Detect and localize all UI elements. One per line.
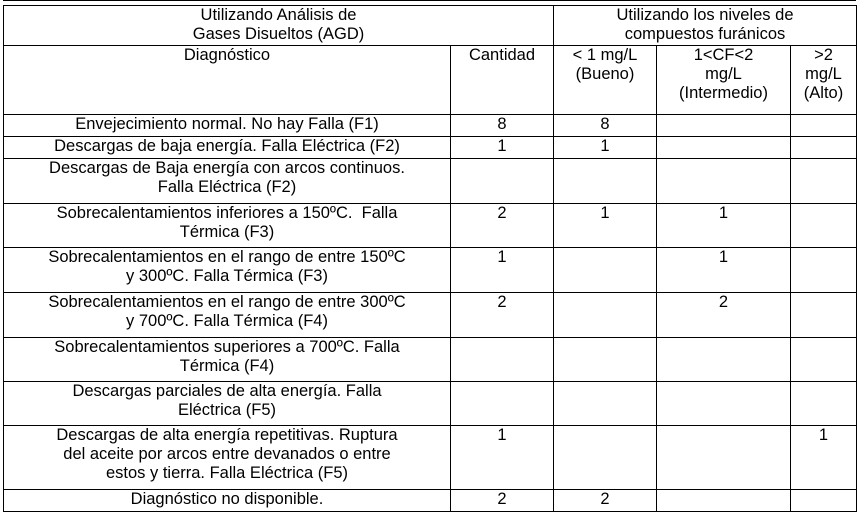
diagnostico-line: estos y tierra. Falla Eléctrica (F5) [105, 464, 349, 482]
cantidad-cell [451, 159, 554, 204]
diagnostico-line: Envejecimiento normal. No hay Falla (F1) [75, 115, 379, 133]
diagnostico-cell [4, 204, 451, 248]
diagnostico-cell [4, 338, 451, 382]
diagnostico-line: Sobrecalentamientos en el rango de entre 150ºC [48, 248, 406, 266]
diagnostico-cell [4, 382, 451, 426]
table-row [4, 248, 857, 293]
diagnostico-line: Sobrecalentamientos inferiores a 150ºC. Falla [56, 204, 398, 222]
diagnostico-line: y 700ºC. Falla Térmica (F4) [126, 312, 328, 330]
alto-cell [791, 382, 857, 426]
diagnostico-line: y 300ºC. Falla Térmica (F3) [126, 267, 328, 285]
alto-cell [791, 159, 857, 204]
header-bueno-line1: < 1 mg/L [572, 46, 638, 64]
intermedio-cell [657, 426, 791, 490]
cantidad-cell: 2 [451, 293, 554, 338]
bueno-cell: 1 [554, 137, 657, 159]
cantidad-cell: 1 [451, 137, 554, 159]
intermedio-cell [657, 338, 791, 382]
header-bueno [554, 46, 657, 115]
diagnostico-line: Diagnóstico no disponible. [130, 490, 324, 508]
bueno-cell [554, 382, 657, 426]
diagnosis-table [3, 5, 857, 512]
header-alto-line1: >2 [814, 46, 833, 64]
intermedio-cell: 2 [657, 293, 791, 338]
diagnostico-cell [4, 426, 451, 490]
header-cantidad [451, 46, 554, 115]
header-alto-line3: (Alto) [803, 84, 844, 102]
group-header-agd-line1: Utilizando Análisis de [200, 6, 357, 24]
header-diagnostico-label: Diagnóstico [183, 46, 271, 64]
header-cantidad-label: Cantidad [468, 46, 536, 64]
diagnostico-line: Falla Eléctrica (F2) [157, 178, 297, 196]
group-header-furanicos [554, 6, 857, 46]
intermedio-cell [657, 137, 791, 159]
cantidad-cell [451, 338, 554, 382]
diagnostico-line: Descargas de baja energía. Falla Eléctrica (F2) [54, 137, 400, 155]
bueno-cell: 8 [554, 115, 657, 137]
bueno-cell [554, 426, 657, 490]
bueno-cell [554, 159, 657, 204]
table-row [4, 490, 857, 512]
diagnostico-line: Descargas de alta energía repetitivas. Ruptura [56, 426, 398, 444]
intermedio-cell [657, 159, 791, 204]
table-row [4, 159, 857, 204]
diagnostico-line: Térmica (F3) [179, 223, 275, 241]
diagnostico-cell [4, 248, 451, 293]
diagnostico-cell [4, 137, 451, 159]
cantidad-cell: 1 [451, 248, 554, 293]
table-row [4, 115, 857, 137]
group-header-row [4, 6, 857, 46]
diagnostico-line: Sobrecalentamientos en el rango de entre 300ºC [48, 293, 406, 311]
intermedio-cell [657, 382, 791, 426]
bueno-cell: 1 [554, 204, 657, 248]
header-alto [791, 46, 857, 115]
header-alto-line2: mg/L [805, 65, 842, 83]
header-intermedio-line2: mg/L [705, 65, 742, 83]
header-intermedio-line3: (Intermedio) [679, 84, 768, 102]
table-row [4, 382, 857, 426]
diagnostico-cell [4, 159, 451, 204]
cantidad-cell: 2 [451, 490, 554, 512]
header-diagnostico [4, 46, 451, 115]
column-header-row [4, 46, 857, 115]
bueno-cell [554, 338, 657, 382]
diagnostico-cell [4, 490, 451, 512]
intermedio-cell [657, 115, 791, 137]
diagnostico-line: Descargas parciales de alta energía. Falla [72, 382, 382, 400]
diagnostico-line: Eléctrica (F5) [177, 401, 277, 419]
alto-cell [791, 490, 857, 512]
bueno-cell: 2 [554, 490, 657, 512]
intermedio-cell: 1 [657, 248, 791, 293]
header-bueno-line2: (Bueno) [575, 65, 635, 83]
group-header-agd-line2: Gases Disueltos (AGD) [192, 25, 365, 43]
group-header-furanicos-line2: compuestos furánicos [624, 25, 786, 43]
header-intermedio [657, 46, 791, 115]
diagnostico-line: Sobrecalentamientos superiores a 700ºC. Falla [54, 338, 400, 356]
alto-cell [791, 137, 857, 159]
alto-cell [791, 293, 857, 338]
diagnostico-line: Térmica (F4) [179, 357, 275, 375]
alto-cell: 1 [791, 426, 857, 490]
cantidad-cell: 1 [451, 426, 554, 490]
alto-cell [791, 338, 857, 382]
intermedio-cell: 1 [657, 204, 791, 248]
table-row [4, 137, 857, 159]
bueno-cell [554, 248, 657, 293]
diagnostico-line: del aceite por arcos entre devanados o entre [63, 445, 391, 463]
cantidad-cell [451, 382, 554, 426]
table-row [4, 204, 857, 248]
alto-cell [791, 248, 857, 293]
diagnostico-cell [4, 293, 451, 338]
group-header-furanicos-line1: Utilizando los niveles de [616, 6, 794, 24]
diagnostico-cell [4, 115, 451, 137]
diagnostico-line: Descargas de Baja energía con arcos continuos. [49, 159, 405, 177]
intermedio-cell [657, 490, 791, 512]
cantidad-cell: 8 [451, 115, 554, 137]
bueno-cell [554, 293, 657, 338]
table-row [4, 426, 857, 490]
header-intermedio-line1: 1<CF<2 [693, 46, 754, 64]
alto-cell [791, 115, 857, 137]
cantidad-cell: 2 [451, 204, 554, 248]
alto-cell [791, 204, 857, 248]
table-row [4, 338, 857, 382]
table-row [4, 293, 857, 338]
group-header-agd [4, 6, 554, 46]
